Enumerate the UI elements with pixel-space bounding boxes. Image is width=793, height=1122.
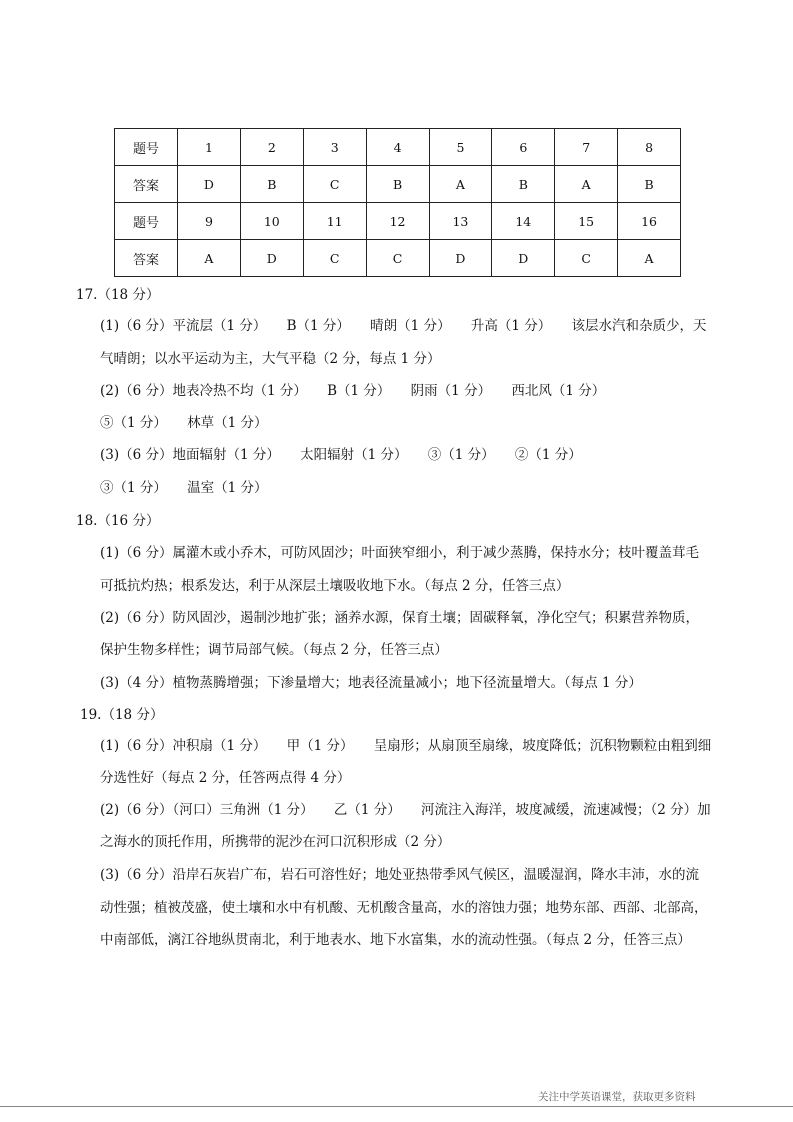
q19-line: 之海水的顶托作用，所携带的泥沙在河口沉积形成（2 分）	[100, 834, 451, 850]
q17-line: (3)（6 分）地面辐射（1 分） 太阳辐射（1 分） ③（1 分） ②（1 分）	[100, 447, 582, 463]
table-row	[115, 240, 681, 277]
table-cell: D	[429, 240, 492, 277]
table-cell: D	[492, 240, 555, 277]
table-cell: 5	[429, 129, 492, 166]
row-label: 题号	[115, 203, 178, 240]
footer-divider	[0, 1106, 793, 1107]
table-cell: 8	[618, 129, 681, 166]
q17-line: (2)（6 分）地表冷热不均（1 分） B（1 分） 阴雨（1 分） 西北风（1 分）	[100, 383, 606, 399]
q17-line: (1)（6 分）平流层（1 分） B（1 分） 晴朗（1 分） 升高（1 分） 该层水汽和杂质少，天	[100, 318, 707, 334]
table-cell: 1	[178, 129, 241, 166]
q19-line: (3)（6 分）沿岸石灰岩广布，岩石可溶性好；地处亚热带季风气候区，温暖湿润，降水丰沛，水的流	[100, 867, 700, 883]
q19-line: 中南部低，漓江谷地纵贯南北，利于地表水、地下水富集，水的流动性强。（每点 2 分，任答三点）	[100, 932, 691, 948]
row-label: 题号	[115, 129, 178, 166]
table-cell: 14	[492, 203, 555, 240]
table-cell: B	[492, 166, 555, 203]
table-cell: C	[303, 166, 366, 203]
table-cell: 15	[555, 203, 618, 240]
table-cell: 11	[303, 203, 366, 240]
table-cell: 2	[240, 129, 303, 166]
table-cell: 16	[618, 203, 681, 240]
q18-line: 保护生物多样性；调节局部气候。（每点 2 分，任答三点）	[100, 642, 448, 658]
table-cell: A	[429, 166, 492, 203]
q19-line: 动性强；植被茂盛，使土壤和水中有机酸、无机酸含量高，水的溶蚀力强；地势东部、西部、北部高，	[100, 900, 708, 916]
q18-line: (3)（4 分）植物蒸腾增强；下渗量增大；地表径流量减小；地下径流量增大。（每点 1 分）	[100, 675, 642, 691]
q19-line: 分选性好（每点 2 分，任答两点得 4 分）	[100, 770, 351, 786]
table-cell: B	[366, 166, 429, 203]
table-cell: 4	[366, 129, 429, 166]
table-cell: B	[618, 166, 681, 203]
table-cell: A	[555, 166, 618, 203]
table-cell: 3	[303, 129, 366, 166]
table-row	[115, 203, 681, 240]
table-cell: A	[178, 240, 241, 277]
q19-line: (2)（6 分）（河口）三角洲（1 分） 乙（1 分） 河流注入海洋，坡度减缓，流速减慢；（2 分）加	[100, 802, 711, 818]
q18-line: (2)（6 分）防风固沙，遏制沙地扩张；涵养水源，保育土壤；固碳释氧，净化空气；积累营养物质，	[100, 610, 700, 626]
table-cell: D	[240, 240, 303, 277]
footer-text: 关注中学英语课堂，获取更多资料	[538, 1091, 696, 1103]
table-cell: C	[303, 240, 366, 277]
table-row	[115, 166, 681, 203]
q19-line: (1)（6 分）冲积扇（1 分） 甲（1 分） 呈扇形；从扇顶至扇缘，坡度降低；沉积物颗粒由粗到细	[100, 738, 712, 754]
q17-line: ⑤（1 分） 林草（1 分）	[100, 415, 268, 431]
table-cell: B	[240, 166, 303, 203]
q18-line: 可抵抗灼热；根系发达，利于从深层土壤吸收地下水。（每点 2 分，任答三点）	[100, 578, 570, 594]
table-cell: 13	[429, 203, 492, 240]
q17-line: 气晴朗；以水平运动为主，大气平稳（2 分，每点 1 分）	[100, 351, 441, 367]
table-cell: A	[618, 240, 681, 277]
table-cell: 12	[366, 203, 429, 240]
table-cell: 10	[240, 203, 303, 240]
table-cell: 7	[555, 129, 618, 166]
row-label: 答案	[115, 166, 178, 203]
table-row	[115, 129, 681, 166]
q18-title: 18.（16 分）	[76, 513, 160, 529]
answer-table	[114, 128, 681, 277]
q18-line: (1)（6 分）属灌木或小乔木，可防风固沙；叶面狭窄细小，利于减少蒸腾，保持水分；枝叶覆盖茸毛	[100, 545, 700, 561]
table-cell: 9	[178, 203, 241, 240]
row-label: 答案	[115, 240, 178, 277]
q17-line: ③（1 分） 温室（1 分）	[100, 480, 268, 496]
table-cell: D	[178, 166, 241, 203]
table-cell: C	[555, 240, 618, 277]
table-cell: 6	[492, 129, 555, 166]
q19-title: 19.（18 分）	[80, 707, 164, 723]
q17-title: 17.（18 分）	[76, 287, 160, 303]
table-cell: C	[366, 240, 429, 277]
